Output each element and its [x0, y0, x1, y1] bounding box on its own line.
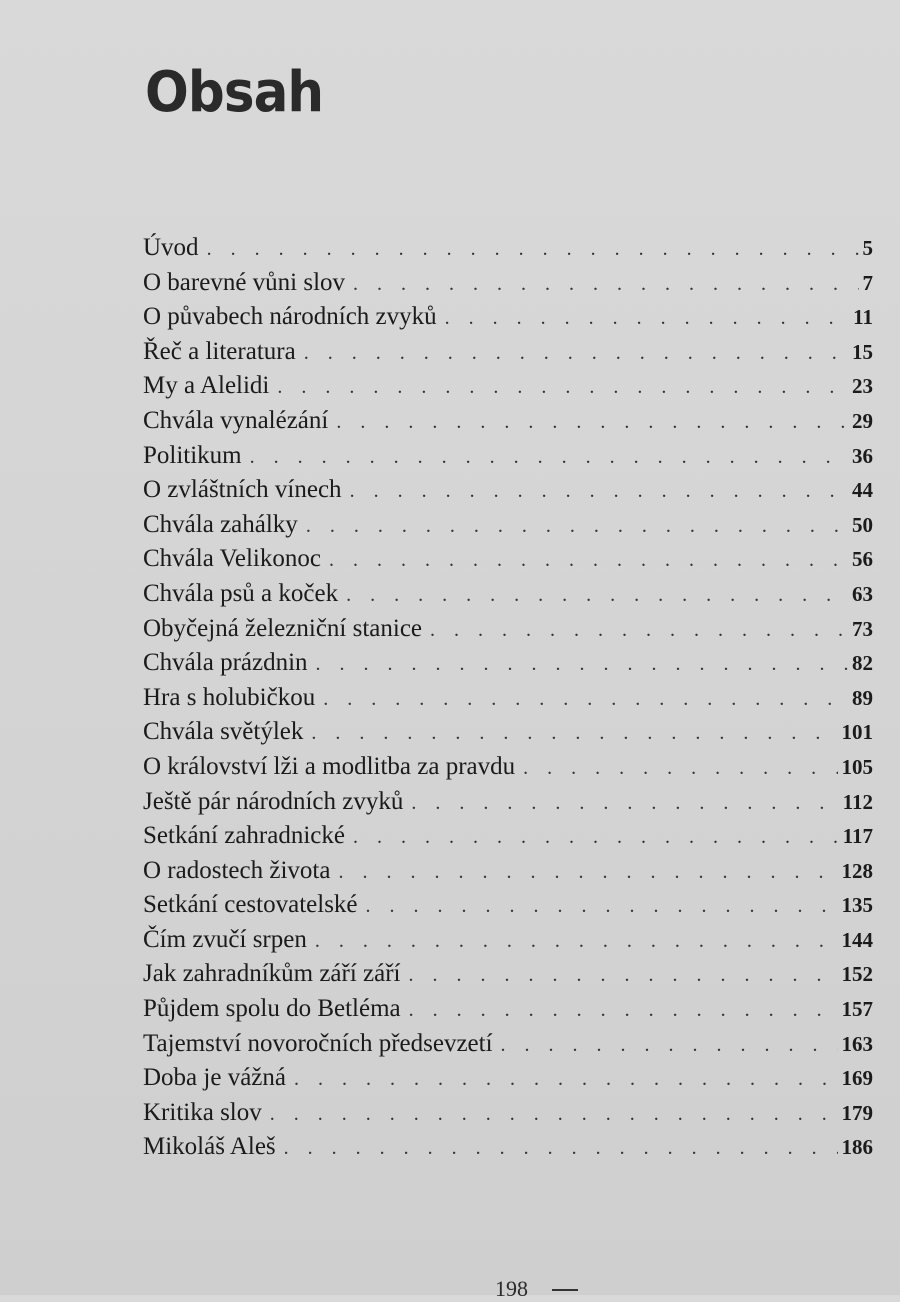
toc-entry-title: Ještě pár národních zvyků: [143, 787, 404, 815]
dot-leader: [336, 411, 848, 434]
toc-entry-title: Kritika slov: [143, 1098, 262, 1126]
toc-page-number: 29: [852, 408, 873, 433]
toc-page-number: 128: [841, 858, 873, 883]
toc-entry-title: Obyčejná železniční stanice: [143, 614, 423, 642]
toc-entry: [143, 407, 873, 442]
toc-entry-title: Jak zahradníkům září září: [143, 960, 401, 988]
toc-page-number: 44: [852, 478, 873, 503]
toc-entry-title: Setkání cestovatelské: [143, 891, 358, 919]
toc-entry: [143, 372, 873, 407]
toc-page-number: 11: [853, 305, 873, 330]
toc-entry-title: Půjdem spolu do Betléma: [143, 995, 401, 1023]
toc-entry: [143, 891, 873, 926]
toc-page-number: 50: [852, 512, 873, 537]
toc-entry-title: Čím zvučí srpen: [143, 925, 307, 953]
toc-entry-title: Doba je vážná: [143, 1064, 286, 1092]
dot-leader: [409, 999, 838, 1022]
toc-page-number: 169: [841, 1066, 873, 1091]
toc-entry: [143, 857, 873, 892]
dot-leader: [284, 1137, 838, 1160]
toc-entry-title: Hra s holubičkou: [143, 683, 316, 711]
toc-page-number: 163: [841, 1031, 873, 1056]
dot-leader: [304, 342, 848, 365]
toc-entry: [143, 269, 873, 304]
toc-page-number: 89: [852, 685, 873, 710]
footer-rule: [552, 1289, 578, 1291]
dot-leader: [409, 964, 838, 987]
toc-page-number: 73: [852, 616, 873, 641]
toc-entry-title: Mikoláš Aleš: [143, 1133, 276, 1161]
toc-entry-title: Chvála vynalézání: [143, 406, 329, 434]
dot-leader: [316, 653, 848, 676]
toc-entry-title: O království lži a modlitba za pravdu: [143, 752, 516, 780]
toc-entry: [143, 615, 873, 650]
toc-page-number: 105: [841, 754, 873, 779]
toc-entry: [143, 684, 873, 719]
page-number-footer: 198: [495, 1276, 528, 1301]
toc-page-number: 7: [862, 270, 873, 295]
toc-entry-title: O barevné vůni slov: [143, 268, 346, 296]
toc-entry-title: O radostech života: [143, 856, 331, 884]
toc-entry-title: O půvabech národních zvyků: [143, 303, 437, 331]
toc-page-number: 179: [841, 1100, 873, 1125]
toc-entry-title: Tajemství novoročních předsevzetí: [143, 1029, 493, 1057]
toc-entry: [143, 545, 873, 580]
dot-leader: [294, 1068, 838, 1091]
dot-leader: [329, 549, 848, 572]
toc-entry-title: Chvála zahálky: [143, 510, 298, 538]
table-of-contents: [143, 234, 873, 1168]
toc-page-number: 157: [841, 997, 873, 1022]
toc-page-number: 23: [852, 374, 873, 399]
dot-leader: [277, 376, 848, 399]
dot-leader: [350, 480, 848, 503]
dot-leader: [523, 757, 837, 780]
toc-entry: [143, 1064, 873, 1099]
toc-entry-title: Politikum: [143, 441, 242, 469]
dot-leader: [501, 1034, 838, 1057]
toc-entry: [143, 960, 873, 995]
dot-leader: [353, 273, 858, 296]
toc-entry: [143, 511, 873, 546]
toc-entry: [143, 995, 873, 1030]
toc-entry: [143, 1099, 873, 1134]
toc-page-number: 112: [842, 789, 873, 814]
dot-leader: [346, 584, 848, 607]
toc-entry-title: My a Alelidi: [143, 372, 270, 400]
toc-entry: [143, 442, 873, 477]
toc-page-number: 144: [841, 927, 873, 952]
toc-entry: [143, 926, 873, 961]
dot-leader: [207, 238, 859, 261]
toc-entry: [143, 476, 873, 511]
dot-leader: [430, 619, 848, 642]
toc-page-number: 36: [852, 443, 873, 468]
dot-leader: [323, 688, 848, 711]
toc-entry: [143, 718, 873, 753]
toc-entry-title: Chvála Velikonoc: [143, 545, 321, 573]
toc-page-number: 101: [841, 720, 873, 745]
dot-leader: [411, 792, 838, 815]
toc-entry: [143, 234, 873, 269]
dot-leader: [270, 1103, 838, 1126]
toc-entry: [143, 338, 873, 373]
toc-entry: [143, 1030, 873, 1065]
dot-leader: [315, 930, 838, 953]
toc-entry-title: Úvod: [143, 234, 199, 261]
toc-page-number: 82: [852, 651, 873, 676]
dot-leader: [445, 307, 850, 330]
toc-entry: [143, 649, 873, 684]
toc-page-number: 152: [841, 962, 873, 987]
toc-page-number: 135: [841, 893, 873, 918]
toc-entry-title: Chvála světýlek: [143, 718, 304, 746]
toc-entry: [143, 788, 873, 823]
toc-entry: [143, 303, 873, 338]
dot-leader: [306, 515, 848, 538]
toc-page-number: 186: [841, 1135, 873, 1160]
toc-page-number: 117: [842, 824, 873, 849]
toc-entry: [143, 753, 873, 788]
toc-page-number: 5: [862, 236, 873, 260]
page-title: Obsah: [145, 60, 324, 125]
toc-entry: [143, 580, 873, 615]
toc-page-number: 15: [852, 339, 873, 364]
toc-entry-title: Chvála psů a koček: [143, 579, 339, 607]
toc-entry-title: Chvála prázdnin: [143, 649, 308, 677]
dot-leader: [338, 861, 837, 884]
dot-leader: [366, 895, 838, 918]
toc-entry: [143, 1133, 873, 1168]
toc-entry: [143, 822, 873, 857]
toc-page-number: 63: [852, 581, 873, 606]
dot-leader: [250, 446, 848, 469]
dot-leader: [353, 826, 839, 849]
dot-leader: [311, 722, 837, 745]
toc-page-number: 56: [852, 547, 873, 572]
toc-entry-title: O zvláštních vínech: [143, 476, 342, 504]
toc-entry-title: Řeč a literatura: [143, 337, 296, 365]
toc-entry-title: Setkání zahradnické: [143, 822, 345, 850]
